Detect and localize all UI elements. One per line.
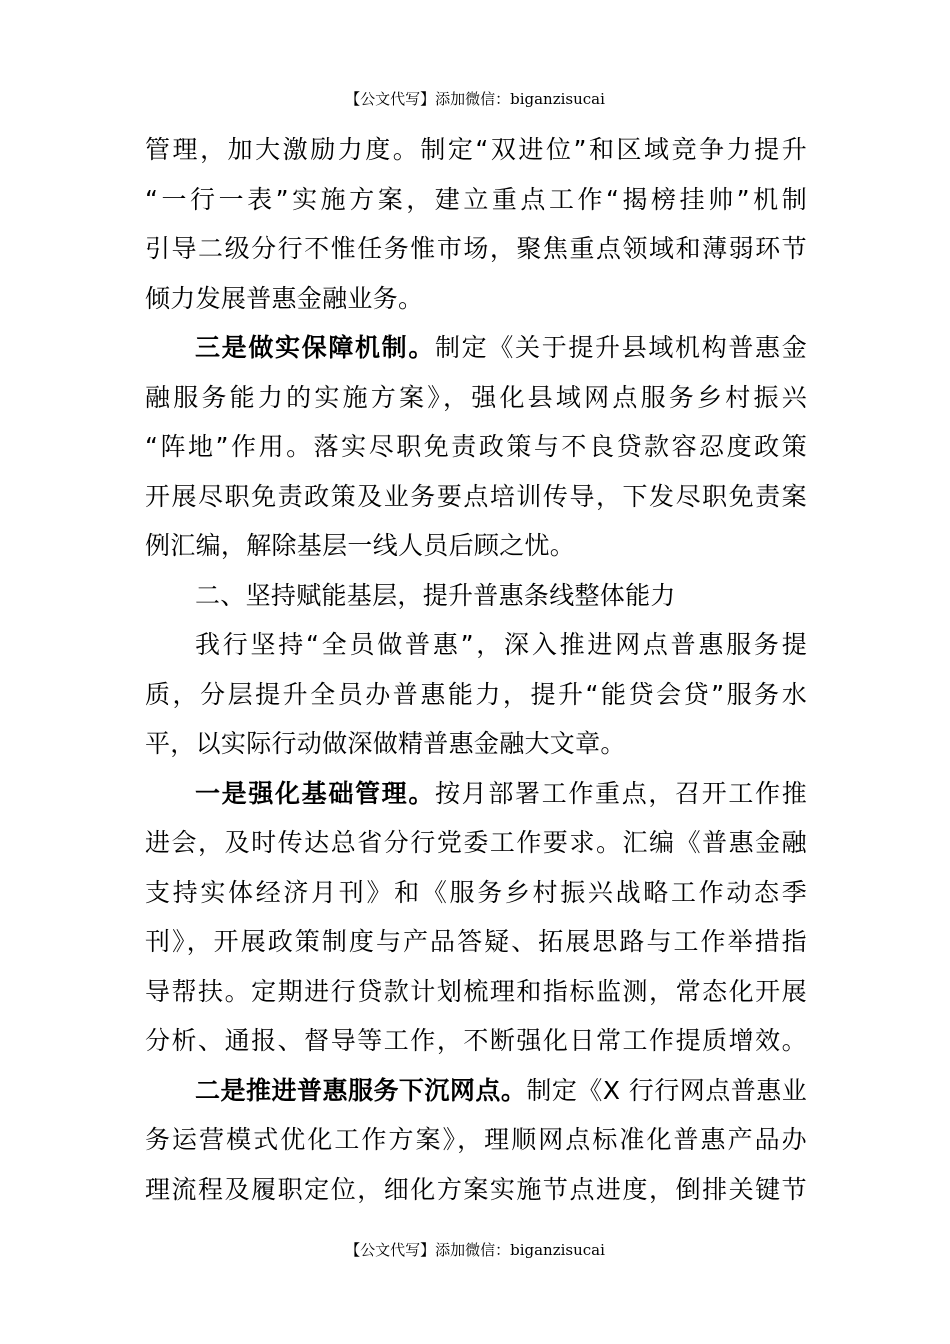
page-header: 【公文代写】添加微信：biganzisucai <box>345 90 605 108</box>
text-line: 管理，加大激励力度。制定“双进位”和区域竞争力提升 <box>145 135 807 164</box>
text-line: “阵地”作用。落实尽职免责政策与不良贷款容忍度政策 <box>145 432 807 461</box>
text-line: 务运营模式优化工作方案》，理顺网点标准化普惠产品办 <box>145 1125 807 1154</box>
text-line: 平，以实际行动做深做精普惠金融大文章。 <box>145 729 626 758</box>
text-line: 引导二级分行不惟任务惟市场，聚焦重点领域和薄弱环节 <box>145 234 807 263</box>
text-line: 理流程及履职定位，细化方案实施节点进度，倒排关键节 <box>145 1174 807 1204</box>
text-line: 我行坚持“全员做普惠”，深入推进网点普惠服务提 <box>195 630 807 659</box>
text-line: 刊》，开展政策制度与产品答疑、拓展思路与工作举措指 <box>145 927 807 956</box>
section-lead-bold: 三是做实保障机制。 <box>195 333 436 362</box>
text-line: 质，分层提升全员办普惠能力，提升“能贷会贷”服务水 <box>145 679 807 709</box>
text-line: 进会，及时传达总省分行党委工作要求。汇编《普惠金融 <box>145 828 807 857</box>
text-span: 制定《关于提升县域机构普惠金 <box>435 333 807 362</box>
text-line: 融服务能力的实施方案》，强化县域网点服务乡村振兴 <box>145 382 807 412</box>
paragraph-first-line <box>145 323 807 373</box>
text-span: 按月部署工作重点，召开工作推 <box>435 778 807 808</box>
section-lead-bold: 一是强化基础管理。 <box>195 778 436 808</box>
document-body <box>145 125 807 1214</box>
text-line: 支持实体经济月刊》和《服务乡村振兴战略工作动态季 <box>145 877 807 907</box>
section-lead-bold: 二是推进普惠服务下沉网点。 <box>195 1075 527 1105</box>
text-line: 倾力发展普惠金融业务。 <box>145 283 424 313</box>
text-span: 制定《X 行行网点普惠业 <box>526 1075 807 1105</box>
text-line: 分析、通报、督导等工作，不断强化日常工作提质增效。 <box>145 1026 807 1055</box>
paragraph-first-line <box>145 1066 807 1116</box>
text-line: “一行一表”实施方案，建立重点工作“揭榜挂帅”机制 <box>145 184 807 214</box>
text-line: 例汇编，解除基层一线人员后顾之忧。 <box>145 531 576 560</box>
page-footer: 【公文代写】添加微信：biganzisucai <box>345 1241 605 1259</box>
text-line: 导帮扶。定期进行贷款计划梳理和指标监测，常态化开展 <box>145 976 807 1006</box>
text-line: 开展尽职免责政策及业务要点培训传导，下发尽职免责案 <box>145 481 807 511</box>
paragraph-first-line <box>145 769 807 819</box>
section-heading: 二、坚持赋能基层，提升普惠条线整体能力 <box>195 580 676 610</box>
